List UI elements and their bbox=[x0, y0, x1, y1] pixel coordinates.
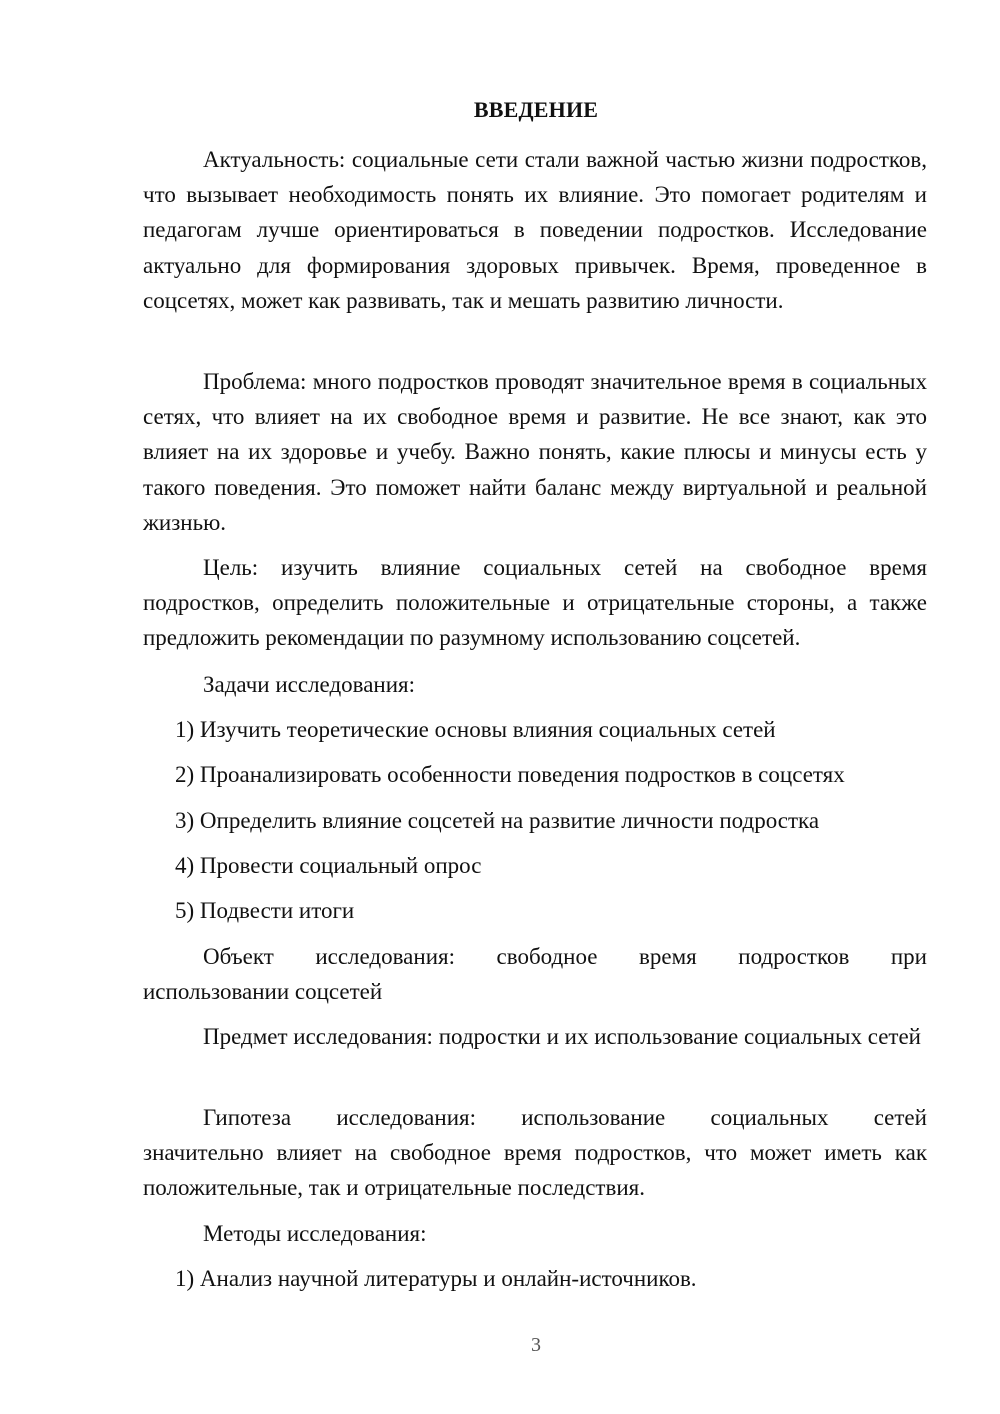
task-item: 4) Провести социальный опрос bbox=[175, 853, 482, 878]
hypothesis-word: сетей bbox=[873, 1105, 927, 1130]
object-word: время bbox=[639, 944, 697, 969]
hypothesis-word: Гипотеза bbox=[203, 1105, 292, 1130]
hypothesis-word: социальных bbox=[710, 1105, 829, 1130]
object-continuation: использовании соцсетей bbox=[143, 979, 383, 1004]
object-line bbox=[203, 939, 927, 974]
hypothesis-word: использование bbox=[521, 1105, 666, 1130]
task-item: 5) Подвести итоги bbox=[175, 898, 355, 923]
hypothesis-continuation: значительно влияет на свободное время подростков, что может иметь как положительные, так и отрицательные последствия. bbox=[143, 1140, 927, 1201]
object-word: свободное bbox=[496, 944, 598, 969]
relevance-paragraph: Актуальность: социальные сети стали важной частью жизни подростков, что вызывает необходимость понять их влияние. Это помогает родителям и педагогам лучше ориентироваться в поведении подростков. Исследование актуально для формирования здоровых привычек. Время, проведенное в соцсетях, может как развивать, так и мешать развитию личности. bbox=[143, 147, 927, 313]
subject-paragraph: Предмет исследования: подростки и их использование социальных сетей bbox=[203, 1024, 921, 1049]
method-item: 1) Анализ научной литературы и онлайн-источников. bbox=[175, 1266, 697, 1291]
object-word: исследования: bbox=[315, 944, 455, 969]
task-item: 1) Изучить теоретические основы влияния социальных сетей bbox=[175, 717, 776, 742]
task-item: 3) Определить влияние соцсетей на развитие личности подростка bbox=[175, 808, 820, 833]
object-word: при bbox=[890, 944, 927, 969]
hypothesis-word: исследования: bbox=[336, 1105, 476, 1130]
page-number: 3 bbox=[531, 1334, 541, 1356]
goal-paragraph: Цель: изучить влияние социальных сетей на свободное время подростков, определить положительные и отрицательные стороны, а также предложить рекомендации по разумному использованию соцсетей. bbox=[143, 555, 927, 651]
tasks-title: Задачи исследования: bbox=[203, 672, 416, 697]
hypothesis-line bbox=[203, 1100, 927, 1135]
task-item: 2) Проанализировать особенности поведения подростков в соцсетях bbox=[175, 762, 845, 787]
methods-title: Методы исследования: bbox=[203, 1221, 427, 1246]
problem-paragraph: Проблема: много подростков проводят значительное время в социальных сетях, что влияет на их свободное время и развитие. Не все знают, как это влияет на их здоровье и учебу. Важно понять, какие плюсы и минусы есть у такого поведения. Это поможет найти баланс между виртуальной и реальной жизнью. bbox=[143, 369, 927, 535]
object-word: подростков bbox=[738, 944, 850, 969]
object-word: Объект bbox=[203, 944, 274, 969]
page-title: ВВЕДЕНИЕ bbox=[473, 97, 599, 122]
